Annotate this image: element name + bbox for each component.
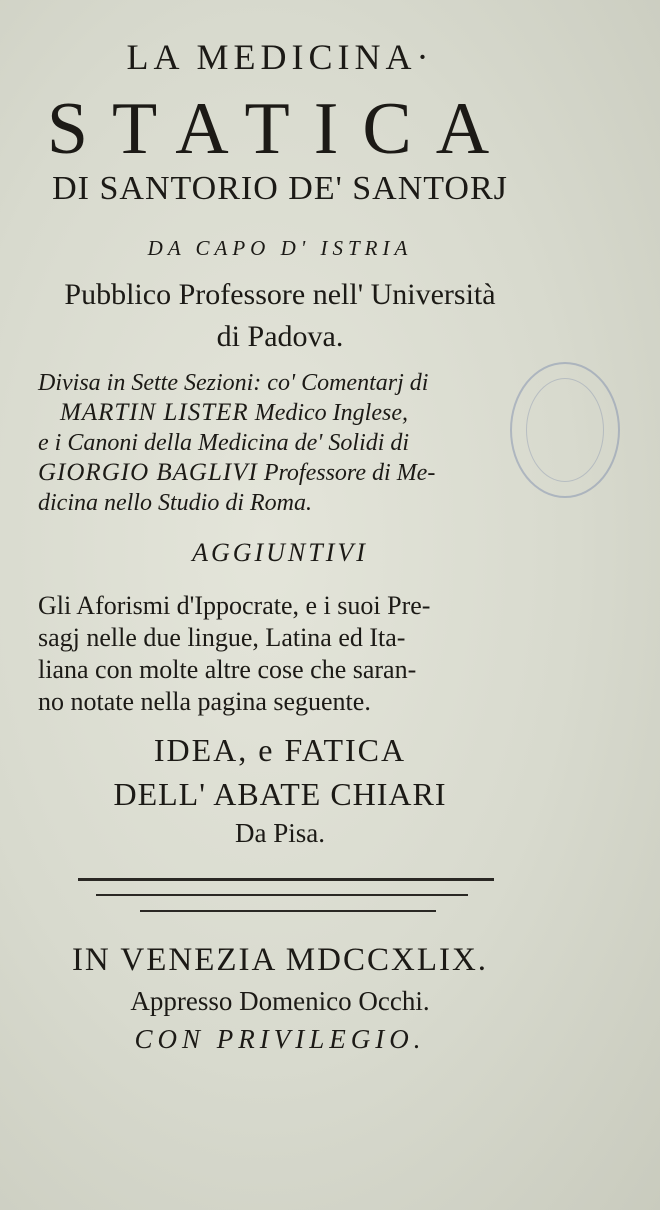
title-line-2: STATICA [46, 88, 514, 170]
lister-role: Medico Inglese, [248, 400, 408, 426]
description-line-4 [38, 458, 538, 488]
origin-line: DA CAPO D' ISTRIA [147, 236, 413, 260]
divider-rule-3 [140, 910, 436, 912]
credit-line-3: Da Pisa. [235, 818, 325, 848]
title-line-1: LA MEDICINA· [126, 37, 434, 77]
imprint-place-date: IN VENEZIA MDCCXLIX. [71, 942, 489, 978]
added-heading: AGGIUNTIVI [192, 538, 368, 567]
profession-line-2: di Padova. [216, 320, 344, 353]
description-line-1: Divisa in Sette Sezioni: co' Comentarj di [38, 370, 429, 396]
library-stamp [510, 362, 620, 498]
credit-line-2: DELL' ABATE CHIARI [113, 776, 447, 812]
description-line-2 [38, 398, 538, 428]
added-line-3: liana con molte altre cose che saran- [38, 655, 417, 684]
description-block [38, 368, 538, 518]
added-line-1: Gli Aforismi d'Ippocrate, e i suoi Pre- [38, 591, 431, 620]
description-line-5: dicina nello Studio di Roma. [38, 490, 312, 516]
divider-rule-2 [96, 894, 468, 896]
divider-rule-1 [78, 878, 494, 881]
author-line: DI SANTORIO DE' SANTORJ [52, 170, 508, 207]
baglivi-name: GIORGIO BAGLIVI [38, 459, 258, 486]
description-line-3: e i Canoni della Medicina de' Solidi di [38, 430, 410, 456]
added-block [38, 590, 538, 718]
added-line-4: no notate nella pagina seguente. [38, 687, 371, 716]
imprint-publisher: Appresso Domenico Occhi. [130, 986, 430, 1016]
added-line-2: sagj nelle due lingue, Latina ed Ita- [38, 623, 406, 652]
profession-line-1: Pubblico Professore nell' Università [64, 278, 496, 311]
lister-name: MARTIN LISTER [60, 399, 249, 426]
baglivi-role: Professore di Me- [257, 460, 436, 486]
credit-line-1: IDEA, e FATICA [153, 732, 407, 768]
imprint-privilege: CON PRIVILEGIO. [134, 1024, 426, 1054]
